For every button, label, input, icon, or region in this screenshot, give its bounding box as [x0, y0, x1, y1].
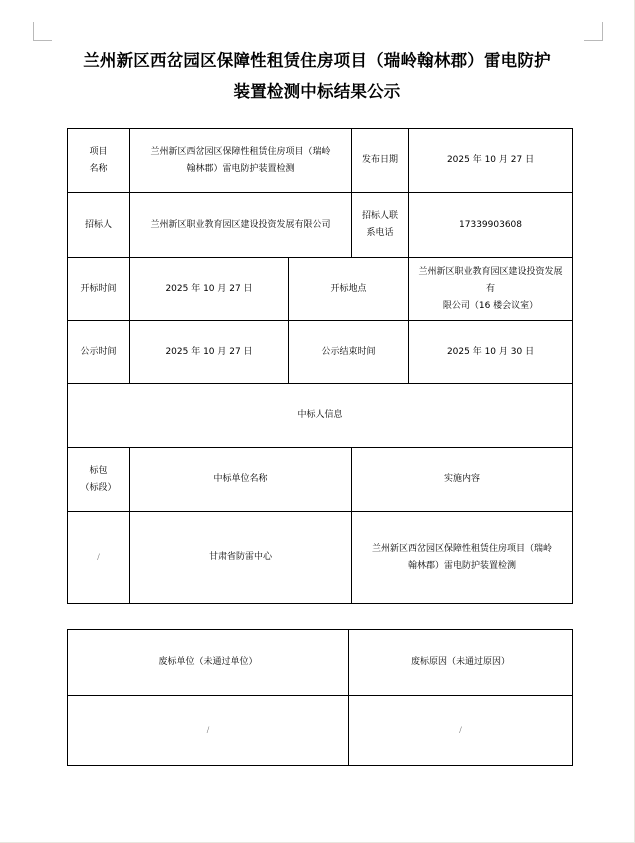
page-title	[62, 45, 572, 107]
table-row-tenderee	[68, 193, 573, 258]
value-bid-opening-place-line-2: 限公司（16 楼会议室）	[442, 300, 539, 311]
table-row-announcement-period	[68, 321, 573, 384]
value-bid-opening-place	[409, 258, 573, 321]
rejected-bid-table	[67, 629, 573, 766]
value-project-name-line-2: 翰林郡）雷电防护装置检测	[186, 163, 295, 174]
table-row-reject-data	[68, 696, 573, 766]
label-project-name-line-1: 项目	[89, 146, 108, 157]
margin-corner-mark-top-left	[33, 22, 52, 41]
value-implementation-content-line-2: 翰林郡）雷电防护装置检测	[408, 560, 517, 571]
value-announcement-start: 2025 年 10 月 27 日	[130, 321, 289, 384]
margin-corner-mark-top-right	[584, 22, 603, 41]
value-implementation-content	[352, 512, 573, 604]
bid-result-table	[67, 128, 573, 604]
label-announcement-end: 公示结束时间	[289, 321, 409, 384]
column-header-package	[68, 448, 130, 512]
label-tenderee-phone: 招标人联系电话	[352, 193, 409, 258]
value-publish-date: 2025 年 10 月 27 日	[409, 129, 573, 193]
table-row-winner-section-header	[68, 384, 573, 448]
column-header-rejected-unit: 废标单位（未通过单位）	[68, 630, 349, 696]
value-announcement-end: 2025 年 10 月 30 日	[409, 321, 573, 384]
value-rejected-unit: /	[68, 696, 349, 766]
value-winning-unit: 甘肃省防雷中心	[130, 512, 352, 604]
label-bid-opening-place: 开标地点	[289, 258, 409, 321]
label-project-name	[68, 129, 130, 193]
page-title-line-1: 兰州新区西岔园区保障性租赁住房项目（瑞岭翰林郡）雷电防护	[83, 51, 551, 70]
page-title-line-2: 装置检测中标结果公示	[233, 82, 401, 101]
value-package: /	[68, 512, 130, 604]
label-tenderee: 招标人	[68, 193, 130, 258]
value-rejected-reason: /	[349, 696, 573, 766]
table-row-reject-headers	[68, 630, 573, 696]
label-announcement-start: 公示时间	[68, 321, 130, 384]
column-header-package-line-1: 标包	[89, 465, 108, 476]
section-header-winner-info: 中标人信息	[68, 384, 573, 448]
column-header-package-line-2: （标段）	[80, 482, 117, 493]
value-project-name	[130, 129, 352, 193]
value-tenderee-phone: 17339903608	[409, 193, 573, 258]
value-project-name-line-1: 兰州新区西岔园区保障性租赁住房项目（瑞岭	[150, 146, 331, 157]
table-row-winner-data	[68, 512, 573, 604]
value-bid-opening-time: 2025 年 10 月 27 日	[130, 258, 289, 321]
label-bid-opening-time: 开标时间	[68, 258, 130, 321]
table-row-bid-opening	[68, 258, 573, 321]
label-publish-date: 发布日期	[352, 129, 409, 193]
value-implementation-content-line-1: 兰州新区西岔园区保障性租赁住房项目（瑞岭	[372, 543, 553, 554]
column-header-rejected-reason: 废标原因（未通过原因）	[349, 630, 573, 696]
column-header-winning-unit: 中标单位名称	[130, 448, 352, 512]
value-tenderee: 兰州新区职业教育园区建设投资发展有限公司	[130, 193, 352, 258]
table-row-project-name	[68, 129, 573, 193]
label-project-name-line-2: 名称	[89, 163, 108, 174]
table-row-winner-headers	[68, 448, 573, 512]
value-bid-opening-place-line-1: 兰州新区职业教育园区建设投资发展有	[418, 266, 563, 294]
column-header-implementation-content: 实施内容	[352, 448, 573, 512]
